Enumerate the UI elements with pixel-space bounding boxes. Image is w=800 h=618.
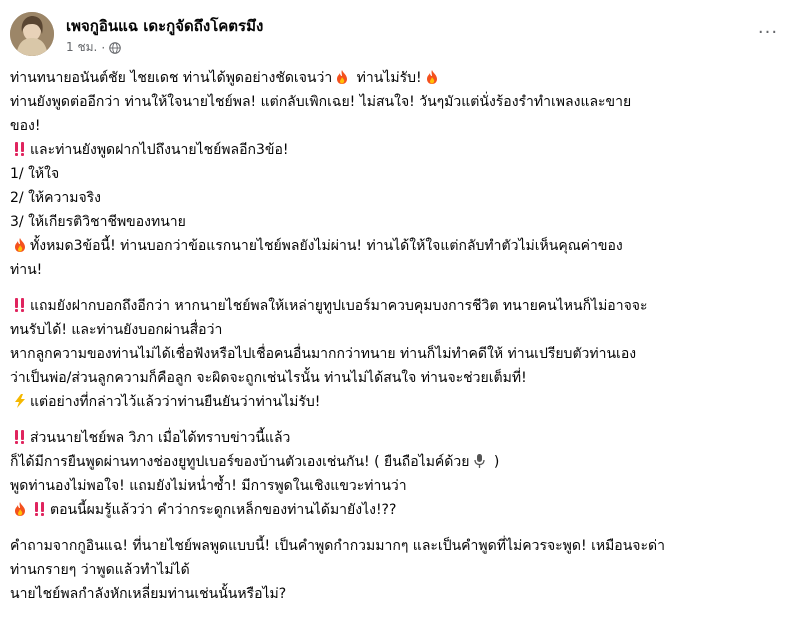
post-text: 1/ ให้ใจ — [10, 166, 60, 182]
double-exclamation-icon — [12, 297, 28, 313]
more-options-button[interactable]: ··· — [757, 21, 779, 43]
post-text-line — [10, 66, 790, 90]
post-text: ท่านไม่รับ! — [352, 70, 422, 86]
post-text-line — [10, 90, 790, 114]
post-text: คำถามจากกูอินแฉ! ที่นายไชย์พลพูดแบบนี้! เป็นคำพูดกำกวมมากๆ และเป็นคำพูดที่ไม่ควรจะพูด! เหมือนจะด่า — [10, 538, 665, 554]
post-paragraph — [10, 534, 790, 606]
post-text-line — [10, 114, 790, 138]
post-text-line — [10, 342, 790, 366]
post-text: หากลูกความของท่านไม่ได้เชื่อฟังหรือไปเชื่อคนอื่นมากกว่าทนาย ท่านก็ไม่ทำคดีให้ ท่านเปรียบตัวท่านเอง — [10, 346, 637, 362]
fire-icon — [334, 69, 350, 85]
avatar-image — [10, 12, 54, 56]
post-text: ตอนนี้ผมรู้แล้วว่า คำว่ากระดูกเหล็กของท่านได้มายังไง!?? — [50, 502, 397, 518]
fire-icon — [424, 69, 440, 85]
post-text: ของ! — [10, 118, 41, 134]
post-text: แต่อย่างที่กล่าวไว้แล้วว่าท่านยืนยันว่าท่านไม่รับ! — [30, 394, 321, 410]
post-text-line — [10, 558, 790, 582]
page-avatar[interactable] — [10, 12, 54, 56]
globe-icon — [109, 42, 121, 54]
post-text-line — [10, 210, 790, 234]
post-meta: 1 ชม. · — [66, 38, 121, 57]
post-text-line — [10, 390, 790, 414]
post-text: 3/ ให้เกียรติวิชาชีพของทนาย — [10, 214, 186, 230]
post-paragraph — [10, 294, 790, 414]
post-paragraph — [10, 66, 790, 282]
fire-icon — [12, 501, 28, 517]
post-text-line — [10, 138, 790, 162]
post-text-line — [10, 450, 790, 474]
post-paragraph — [10, 426, 790, 522]
post-header — [10, 10, 790, 60]
post-text: ท่านยังพูดต่ออีกว่า ท่านให้ใจนายไชย์พล! แต่กลับเพิกเฉย! ไม่สนใจ! วันๆมัวแต่นั่งร้องรำทำเพลงและขาย — [10, 94, 632, 110]
post-text: พูดท่านองไม่พอใจ! แถมยังไม่หน่ำซ้ำ! มีการพูดในเชิงแขวะท่านว่า — [10, 478, 407, 494]
post-text: ) — [489, 454, 500, 470]
post-text-line — [10, 498, 790, 522]
post-text: ส่วนนายไชย์พล วิภา เมื่อได้ทราบข่าวนี้แล้ว — [30, 430, 291, 446]
post-text-line — [10, 234, 790, 258]
post-text: ทั้งหมด3ข้อนี้! ท่านบอกว่าข้อแรกนายไชย์พลยังไม่ผ่าน! ท่านได้ให้ใจแต่กลับทำตัวไม่เห็นคุณค่าของ — [30, 238, 623, 254]
post-text-line — [10, 318, 790, 342]
post-text-line — [10, 258, 790, 282]
post-text: แถมยังฝากบอกถึงอีกว่า หากนายไชย์พลให้เหล่ายูทูปเบอร์มาควบคุมบงการชีวิต ทนายคนไหนก็ไม่อาจจะ — [30, 298, 648, 314]
post-text: ท่าน! — [10, 262, 43, 278]
post-text-line — [10, 162, 790, 186]
post-text: 2/ ให้ความจริง — [10, 190, 102, 206]
lightning-icon — [12, 393, 28, 409]
post-text: นายไชย์พลกำลังหักเหลี่ยมท่านเช่นนั้นหรือไม่? — [10, 586, 287, 602]
page-name[interactable]: เพจกูอินแฉ เดะกูจัดถึงโคตรมึง — [66, 17, 264, 35]
post-time[interactable]: 1 ชม. — [66, 40, 98, 54]
post-text: และท่านยังพูดฝากไปถึงนายไชย์พลอีก3ข้อ! — [30, 142, 289, 158]
post-text-line — [10, 534, 790, 558]
fire-icon — [12, 237, 28, 253]
post-text: ทนรับได้! และท่านยังบอกผ่านสื่อว่า — [10, 322, 223, 338]
double-exclamation-icon — [32, 501, 48, 517]
post-text: ว่าเป็นพ่อ/ส่วนลูกความก็คือลูก จะผิดจะถูกเช่นไรนั้น ท่านไม่ได้สนใจ ท่านจะช่วยเต็มที่! — [10, 370, 527, 386]
double-exclamation-icon — [12, 141, 28, 157]
post-text-line — [10, 366, 790, 390]
post-text-line — [10, 474, 790, 498]
post-text: ก็ได้มีการยืนพูดผ่านทางช่องยูทูปเบอร์ของบ้านตัวเองเช่นกัน! ( ยืนถือไมค์ด้วย — [10, 454, 470, 470]
post-text-line — [10, 294, 790, 318]
post-text-line — [10, 582, 790, 606]
post-text: ท่านกรายๆ ว่าพูดแล้วทำไม่ได้ — [10, 562, 190, 578]
post-body — [10, 66, 790, 618]
post-text-line — [10, 426, 790, 450]
post-text: ท่านทนายอนันต์ชัย ไชยเดช ท่านได้พูดอย่างชัดเจนว่า — [10, 70, 333, 86]
microphone-icon — [471, 453, 487, 469]
post-text-line — [10, 186, 790, 210]
double-exclamation-icon — [12, 429, 28, 445]
